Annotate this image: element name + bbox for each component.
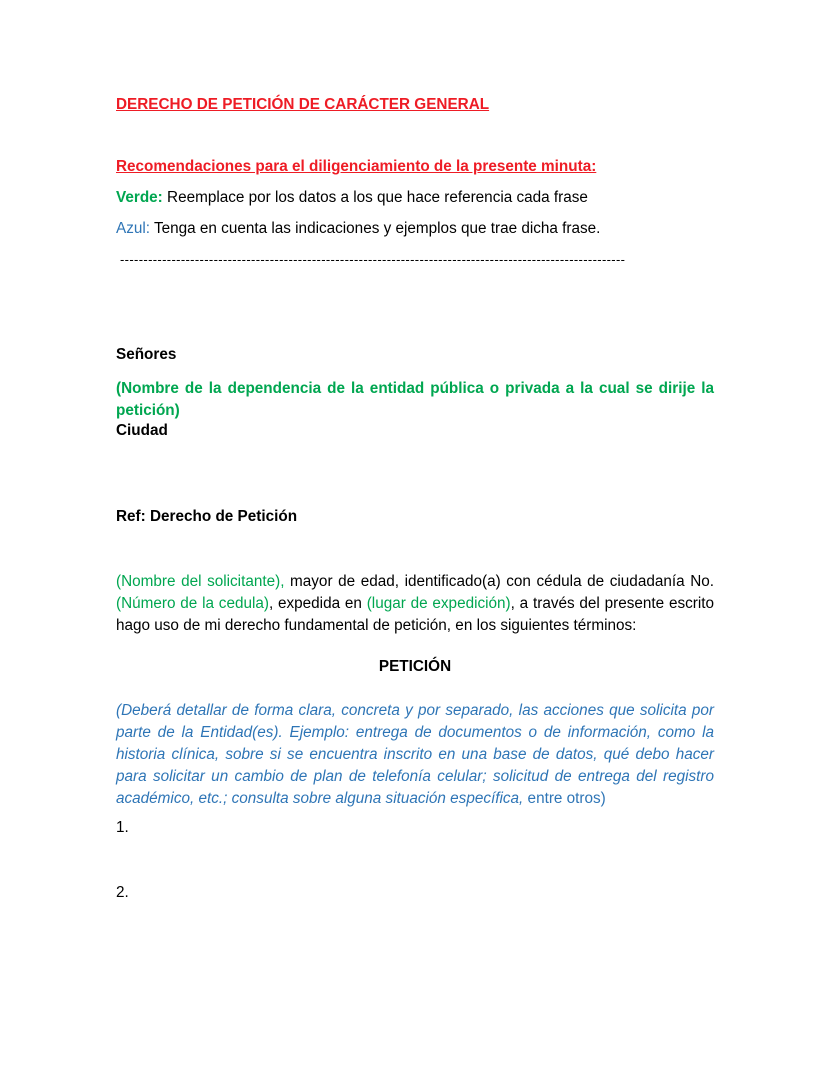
petition-instructions-tail: entre otros) (523, 790, 606, 807)
legend-green-label: Verde: (116, 189, 163, 206)
legend-blue-label: Azul: (116, 220, 151, 237)
petition-item-2: 2. (116, 884, 129, 901)
issue-place-placeholder: (lugar de expedición) (366, 595, 511, 612)
intro-text-1: mayor de edad, identificado(a) con cédula de ciudadanía No. (284, 573, 714, 590)
requester-name-placeholder: (Nombre del solicitante), (116, 573, 285, 590)
petition-instructions (116, 700, 714, 810)
intro-paragraph (116, 571, 714, 637)
petition-instructions-text: (Deberá detallar de forma clara, concreta y por separado, las acciones que solicita por parte de la Entidad(es). Ejemplo: entrega de documentos o de información, como la historia clínica, sobre si se encuentra inscrito en una base de datos, qué debo hacer para solicitar un cambio de plan de telefonía celular; solicitud de entrega del registro académico, etc.; consulta sobre alguna situación específica, (116, 702, 714, 807)
intro-text-3: , a través del presente escrito hago uso de mi derecho fundamental de petición, en los siguientes términos: (116, 595, 714, 634)
petition-heading: PETICIÓN (378, 658, 452, 675)
reference-line: Ref: Derecho de Petición (116, 508, 298, 525)
legend-green-text: Reemplace por los datos a los que hace referencia cada frase (162, 189, 588, 206)
intro-text-2: , expedida en (268, 595, 367, 612)
legend-green (116, 189, 714, 207)
legend-blue (116, 220, 714, 238)
recommendations-heading: Recomendaciones para el diligenciamiento de la presente minuta: (116, 158, 597, 175)
petition-item-1: 1. (116, 819, 129, 836)
city-line: Ciudad (116, 422, 168, 439)
salutation: Señores (116, 346, 177, 363)
legend-blue-text: Tenga en cuenta las indicaciones y ejemplos que trae dicha frase. (150, 220, 601, 237)
document-title: DERECHO DE PETICIÓN DE CARÁCTER GENERAL (116, 96, 490, 113)
entity-placeholder: (Nombre de la dependencia de la entidad pública o privada a la cual se dirije la petición) (116, 380, 714, 419)
id-number-placeholder: (Número de la cedula) (116, 595, 269, 612)
separator-line: ------------------------------------------------------------------------------------------------------------ (120, 252, 626, 267)
